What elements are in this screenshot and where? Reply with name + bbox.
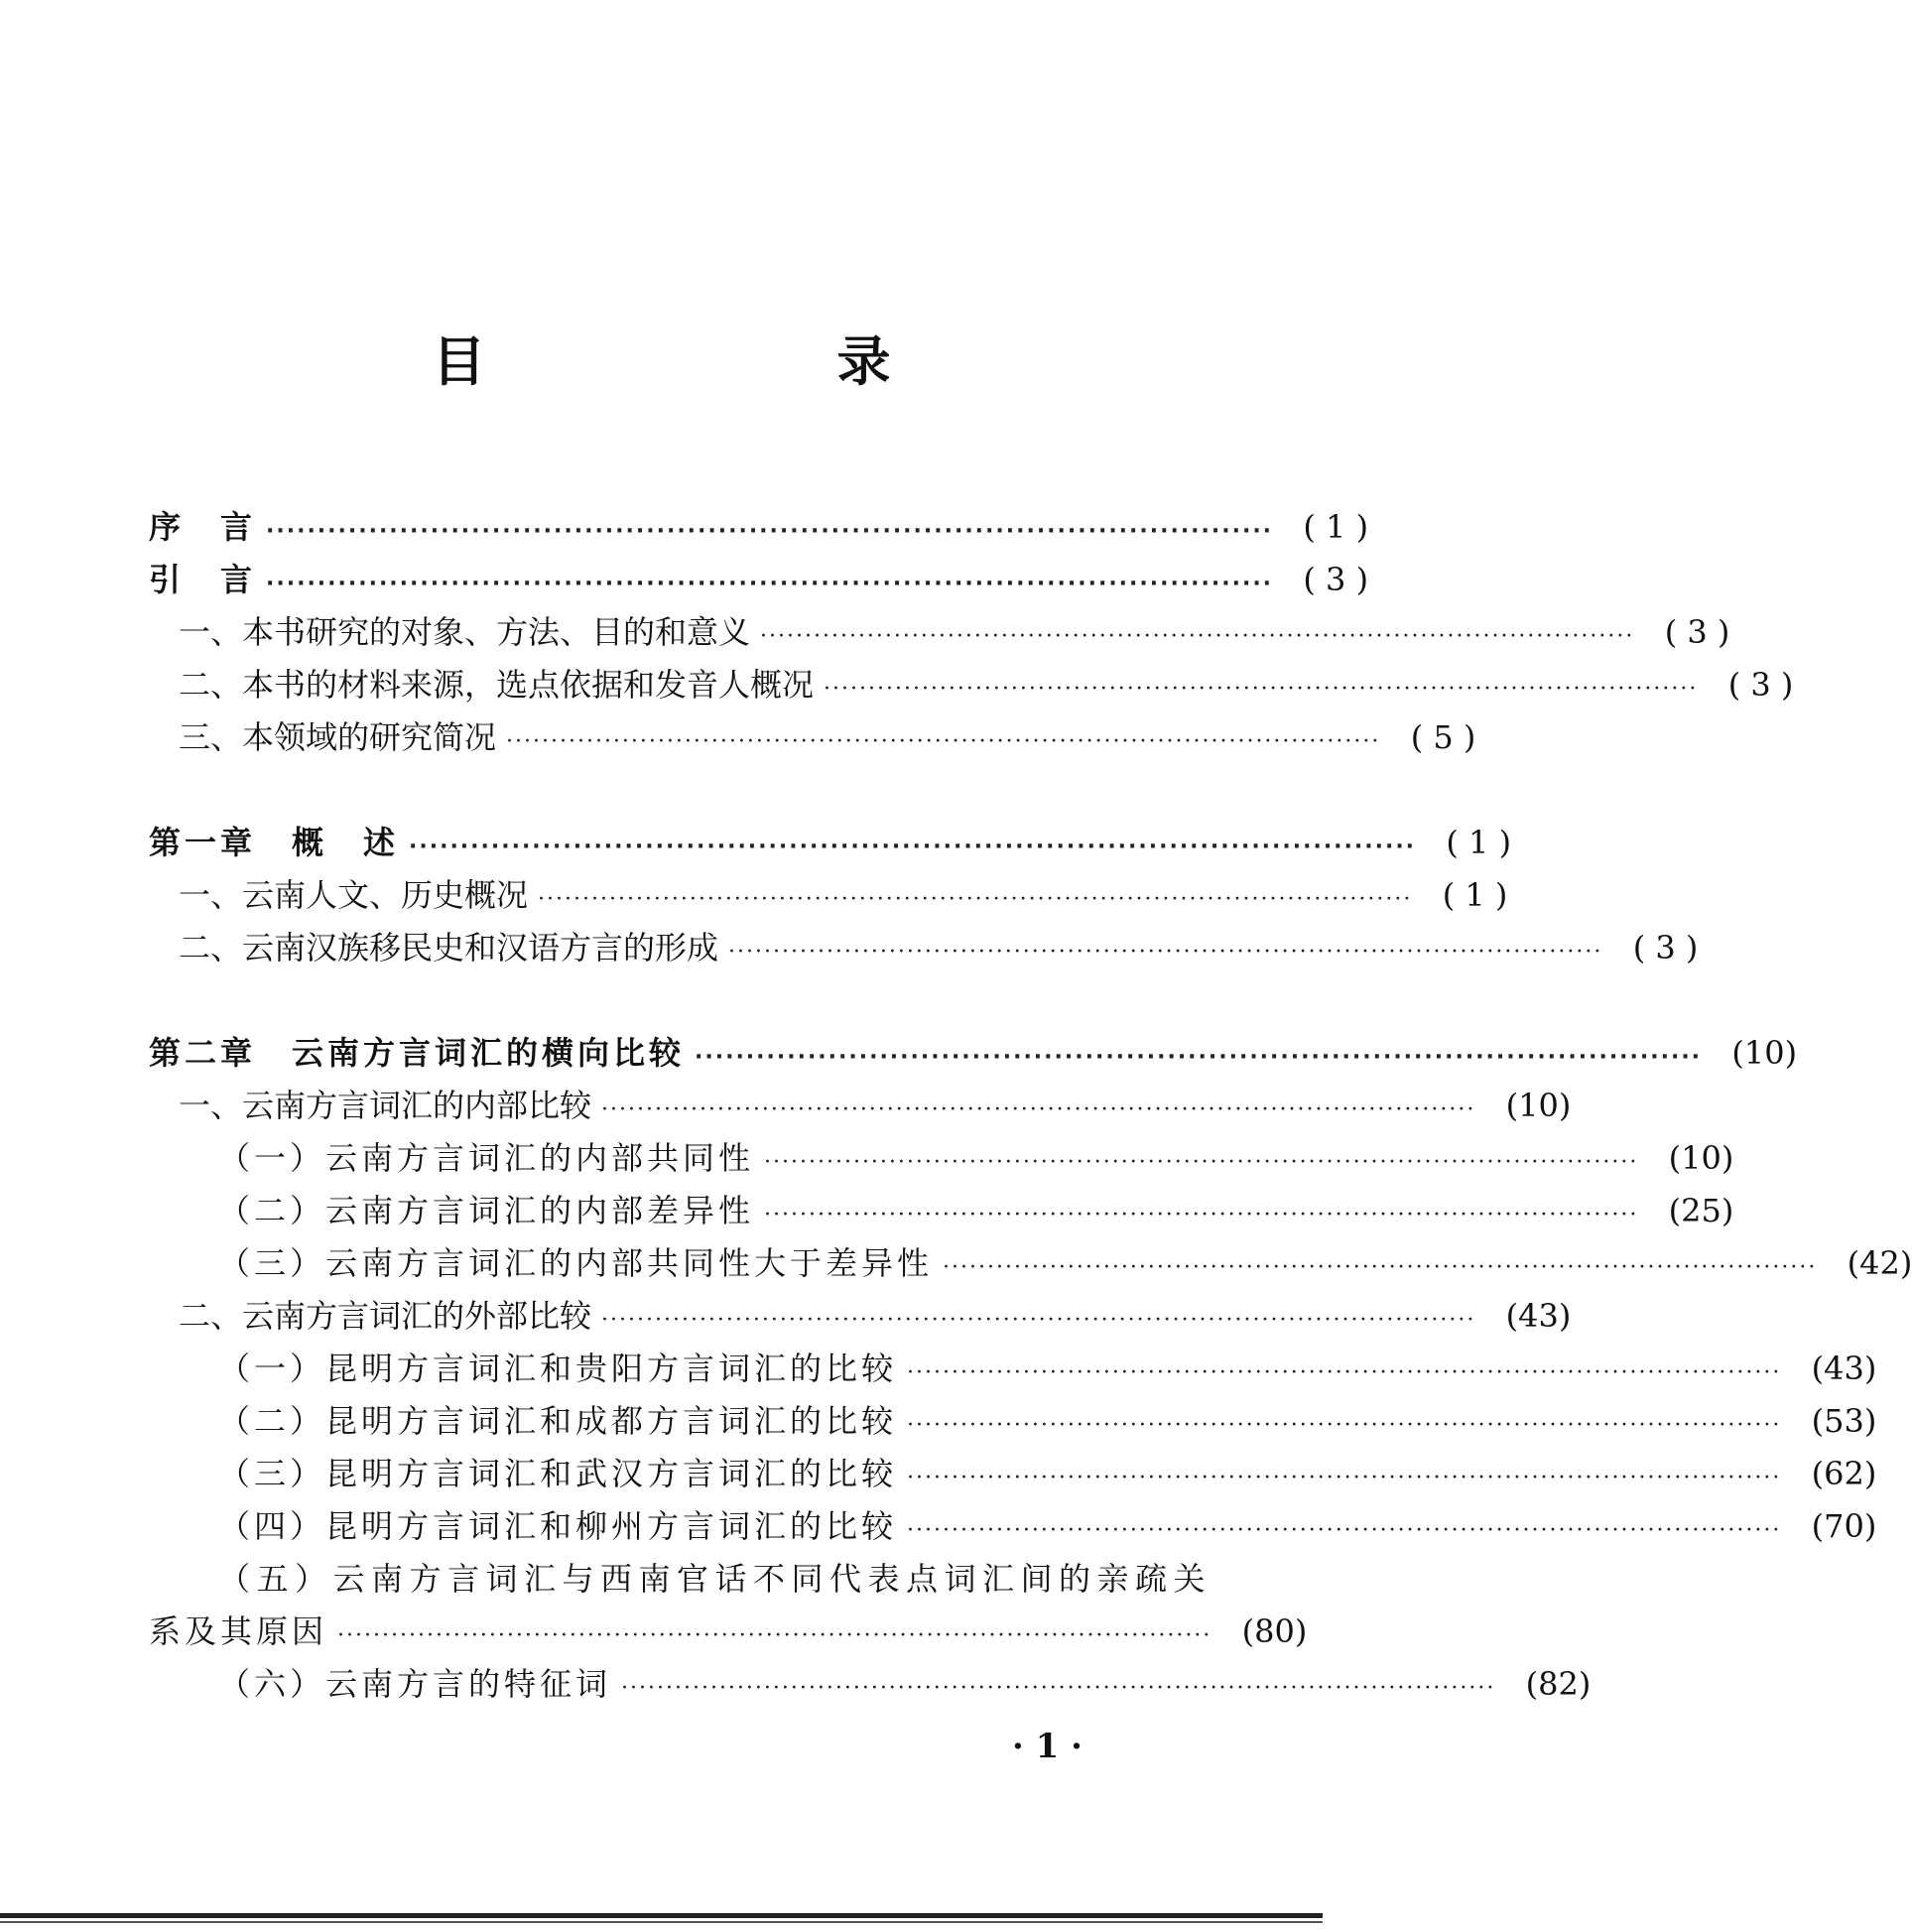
toc-entry-label: 序 言 bbox=[149, 508, 257, 546]
toc-entry-label: （六）云南方言的特征词 bbox=[218, 1665, 612, 1703]
toc-entry-page: (53) bbox=[1811, 1402, 1877, 1440]
dot-leader: ·································································································· bbox=[728, 940, 1603, 965]
toc-entry-label: 二、本书的材料来源，选点依据和发音人概况 bbox=[179, 666, 815, 704]
toc-entry[interactable] bbox=[149, 606, 1730, 659]
toc-entry-label: 一、本书研究的对象、方法、目的和意义 bbox=[179, 613, 751, 651]
dot-leader: ·································································································· bbox=[337, 1623, 1212, 1648]
toc-entry-label: （四）昆明方言词汇和柳州方言词汇的比较 bbox=[218, 1507, 898, 1545]
toc-entry-page: ( 3 ) bbox=[1303, 561, 1369, 598]
toc-entry-label: 三、本领域的研究简况 bbox=[179, 718, 497, 756]
toc-entry-page: (70) bbox=[1811, 1507, 1877, 1545]
toc-entry[interactable] bbox=[149, 1395, 1877, 1448]
dot-leader: ·································································································· bbox=[907, 1360, 1782, 1385]
toc-entry[interactable] bbox=[149, 1500, 1877, 1553]
dot-leader: ·································································································· bbox=[695, 1045, 1703, 1070]
toc-entry-page: (43) bbox=[1811, 1350, 1877, 1387]
dot-leader: ·································································································· bbox=[266, 519, 1274, 544]
page-title: 目 录 bbox=[432, 330, 1040, 393]
toc-entry-introduction[interactable] bbox=[149, 554, 1369, 606]
toc-entry[interactable] bbox=[149, 1343, 1877, 1395]
toc-entry[interactable] bbox=[149, 869, 1508, 922]
dot-leader: ·································································································· bbox=[760, 624, 1635, 649]
toc-entry-page: (43) bbox=[1505, 1297, 1572, 1335]
toc-entry[interactable] bbox=[149, 659, 1794, 711]
toc-entry-label: （三）云南方言词汇的内部共同性大于差异性 bbox=[218, 1244, 934, 1282]
bottom-rule bbox=[0, 1913, 1323, 1918]
toc-entry-page: ( 1 ) bbox=[1303, 508, 1369, 546]
toc-entry[interactable] bbox=[149, 1185, 1734, 1237]
toc-entry[interactable] bbox=[149, 1290, 1572, 1343]
section-gap bbox=[149, 974, 1161, 1027]
toc-entry[interactable] bbox=[149, 922, 1699, 974]
toc-entry-page: ( 1 ) bbox=[1442, 876, 1508, 914]
toc-entry-label: 二、云南方言词汇的外部比较 bbox=[179, 1297, 592, 1335]
toc-entry-label: 第一章 概 述 bbox=[149, 824, 400, 861]
section-gap bbox=[149, 764, 1161, 817]
toc-entry[interactable] bbox=[149, 1132, 1734, 1185]
toc-entry-page: ( 3 ) bbox=[1664, 613, 1730, 651]
toc-entry-page: (82) bbox=[1525, 1665, 1592, 1703]
toc-entry-label: （二）昆明方言词汇和成都方言词汇的比较 bbox=[218, 1402, 898, 1440]
toc-entry-page: ( 1 ) bbox=[1446, 824, 1512, 861]
toc-entry-page: ( 3 ) bbox=[1632, 929, 1699, 966]
toc-entry-preface[interactable] bbox=[149, 501, 1369, 554]
toc-entry[interactable] bbox=[149, 1237, 1912, 1290]
dot-leader: ·································································································· bbox=[621, 1676, 1496, 1701]
toc-entry-page: (25) bbox=[1668, 1192, 1734, 1229]
toc-entry[interactable] bbox=[149, 1448, 1877, 1500]
toc-entry-chapter-1[interactable] bbox=[149, 817, 1512, 869]
toc-entry-page: (42) bbox=[1847, 1244, 1912, 1282]
toc-entry[interactable] bbox=[149, 1606, 1308, 1658]
toc-entry-page: (10) bbox=[1731, 1034, 1798, 1072]
toc-entry-page: ( 5 ) bbox=[1410, 718, 1476, 756]
dot-leader: ·································································································· bbox=[943, 1255, 1818, 1280]
toc-entry-label: 一、云南人文、历史概况 bbox=[179, 876, 529, 914]
toc-entry-page: ( 3 ) bbox=[1727, 666, 1794, 704]
toc-entry-label: 引 言 bbox=[149, 561, 257, 598]
toc-entry-label: （三）昆明方言词汇和武汉方言词汇的比较 bbox=[218, 1455, 898, 1492]
toc-entry[interactable] bbox=[149, 711, 1476, 764]
dot-leader: ·································································································· bbox=[506, 729, 1381, 754]
dot-leader: ·································································································· bbox=[538, 887, 1413, 912]
toc-entry[interactable] bbox=[149, 1658, 1592, 1711]
toc-entry-label: （二）云南方言词汇的内部差异性 bbox=[218, 1192, 755, 1229]
toc-entry-chapter-2[interactable] bbox=[149, 1027, 1798, 1080]
toc-entry-label-continued: 系及其原因 bbox=[149, 1612, 328, 1650]
dot-leader: ·································································································· bbox=[907, 1518, 1782, 1543]
toc-entry-page: (10) bbox=[1505, 1087, 1572, 1124]
toc-entry-page: (10) bbox=[1668, 1139, 1734, 1177]
dot-leader: ·································································································· bbox=[601, 1097, 1476, 1122]
toc-entry-page: (62) bbox=[1811, 1455, 1877, 1492]
dot-leader: ·································································································· bbox=[907, 1413, 1782, 1438]
toc-entry-label: （一）云南方言词汇的内部共同性 bbox=[218, 1139, 755, 1177]
dot-leader: ·································································································· bbox=[824, 677, 1699, 702]
dot-leader: ·································································································· bbox=[764, 1203, 1639, 1227]
toc-entry-wrapped-line[interactable]: （五）云南方言词汇与西南官话不同代表点词汇间的亲疏关 bbox=[218, 1560, 1212, 1598]
toc-entry-page: (80) bbox=[1241, 1612, 1308, 1650]
dot-leader: ·································································································· bbox=[764, 1150, 1639, 1175]
toc-entry-label: 一、云南方言词汇的内部比较 bbox=[179, 1087, 592, 1124]
toc-entry[interactable] bbox=[149, 1080, 1572, 1132]
toc-entry-label: （一）昆明方言词汇和贵阳方言词汇的比较 bbox=[218, 1350, 898, 1387]
table-of-contents bbox=[149, 501, 1912, 1711]
dot-leader: ·································································································· bbox=[409, 835, 1417, 859]
toc-entry-label: 第二章 云南方言词汇的横向比较 bbox=[149, 1034, 686, 1072]
bottom-rule-thin bbox=[0, 1921, 1323, 1923]
dot-leader: ·································································································· bbox=[601, 1308, 1476, 1333]
page-number: · 1 · bbox=[1012, 1727, 1083, 1766]
dot-leader: ·································································································· bbox=[266, 572, 1274, 596]
toc-entry-label: 二、云南汉族移民史和汉语方言的形成 bbox=[179, 929, 719, 966]
dot-leader: ·································································································· bbox=[907, 1466, 1782, 1490]
